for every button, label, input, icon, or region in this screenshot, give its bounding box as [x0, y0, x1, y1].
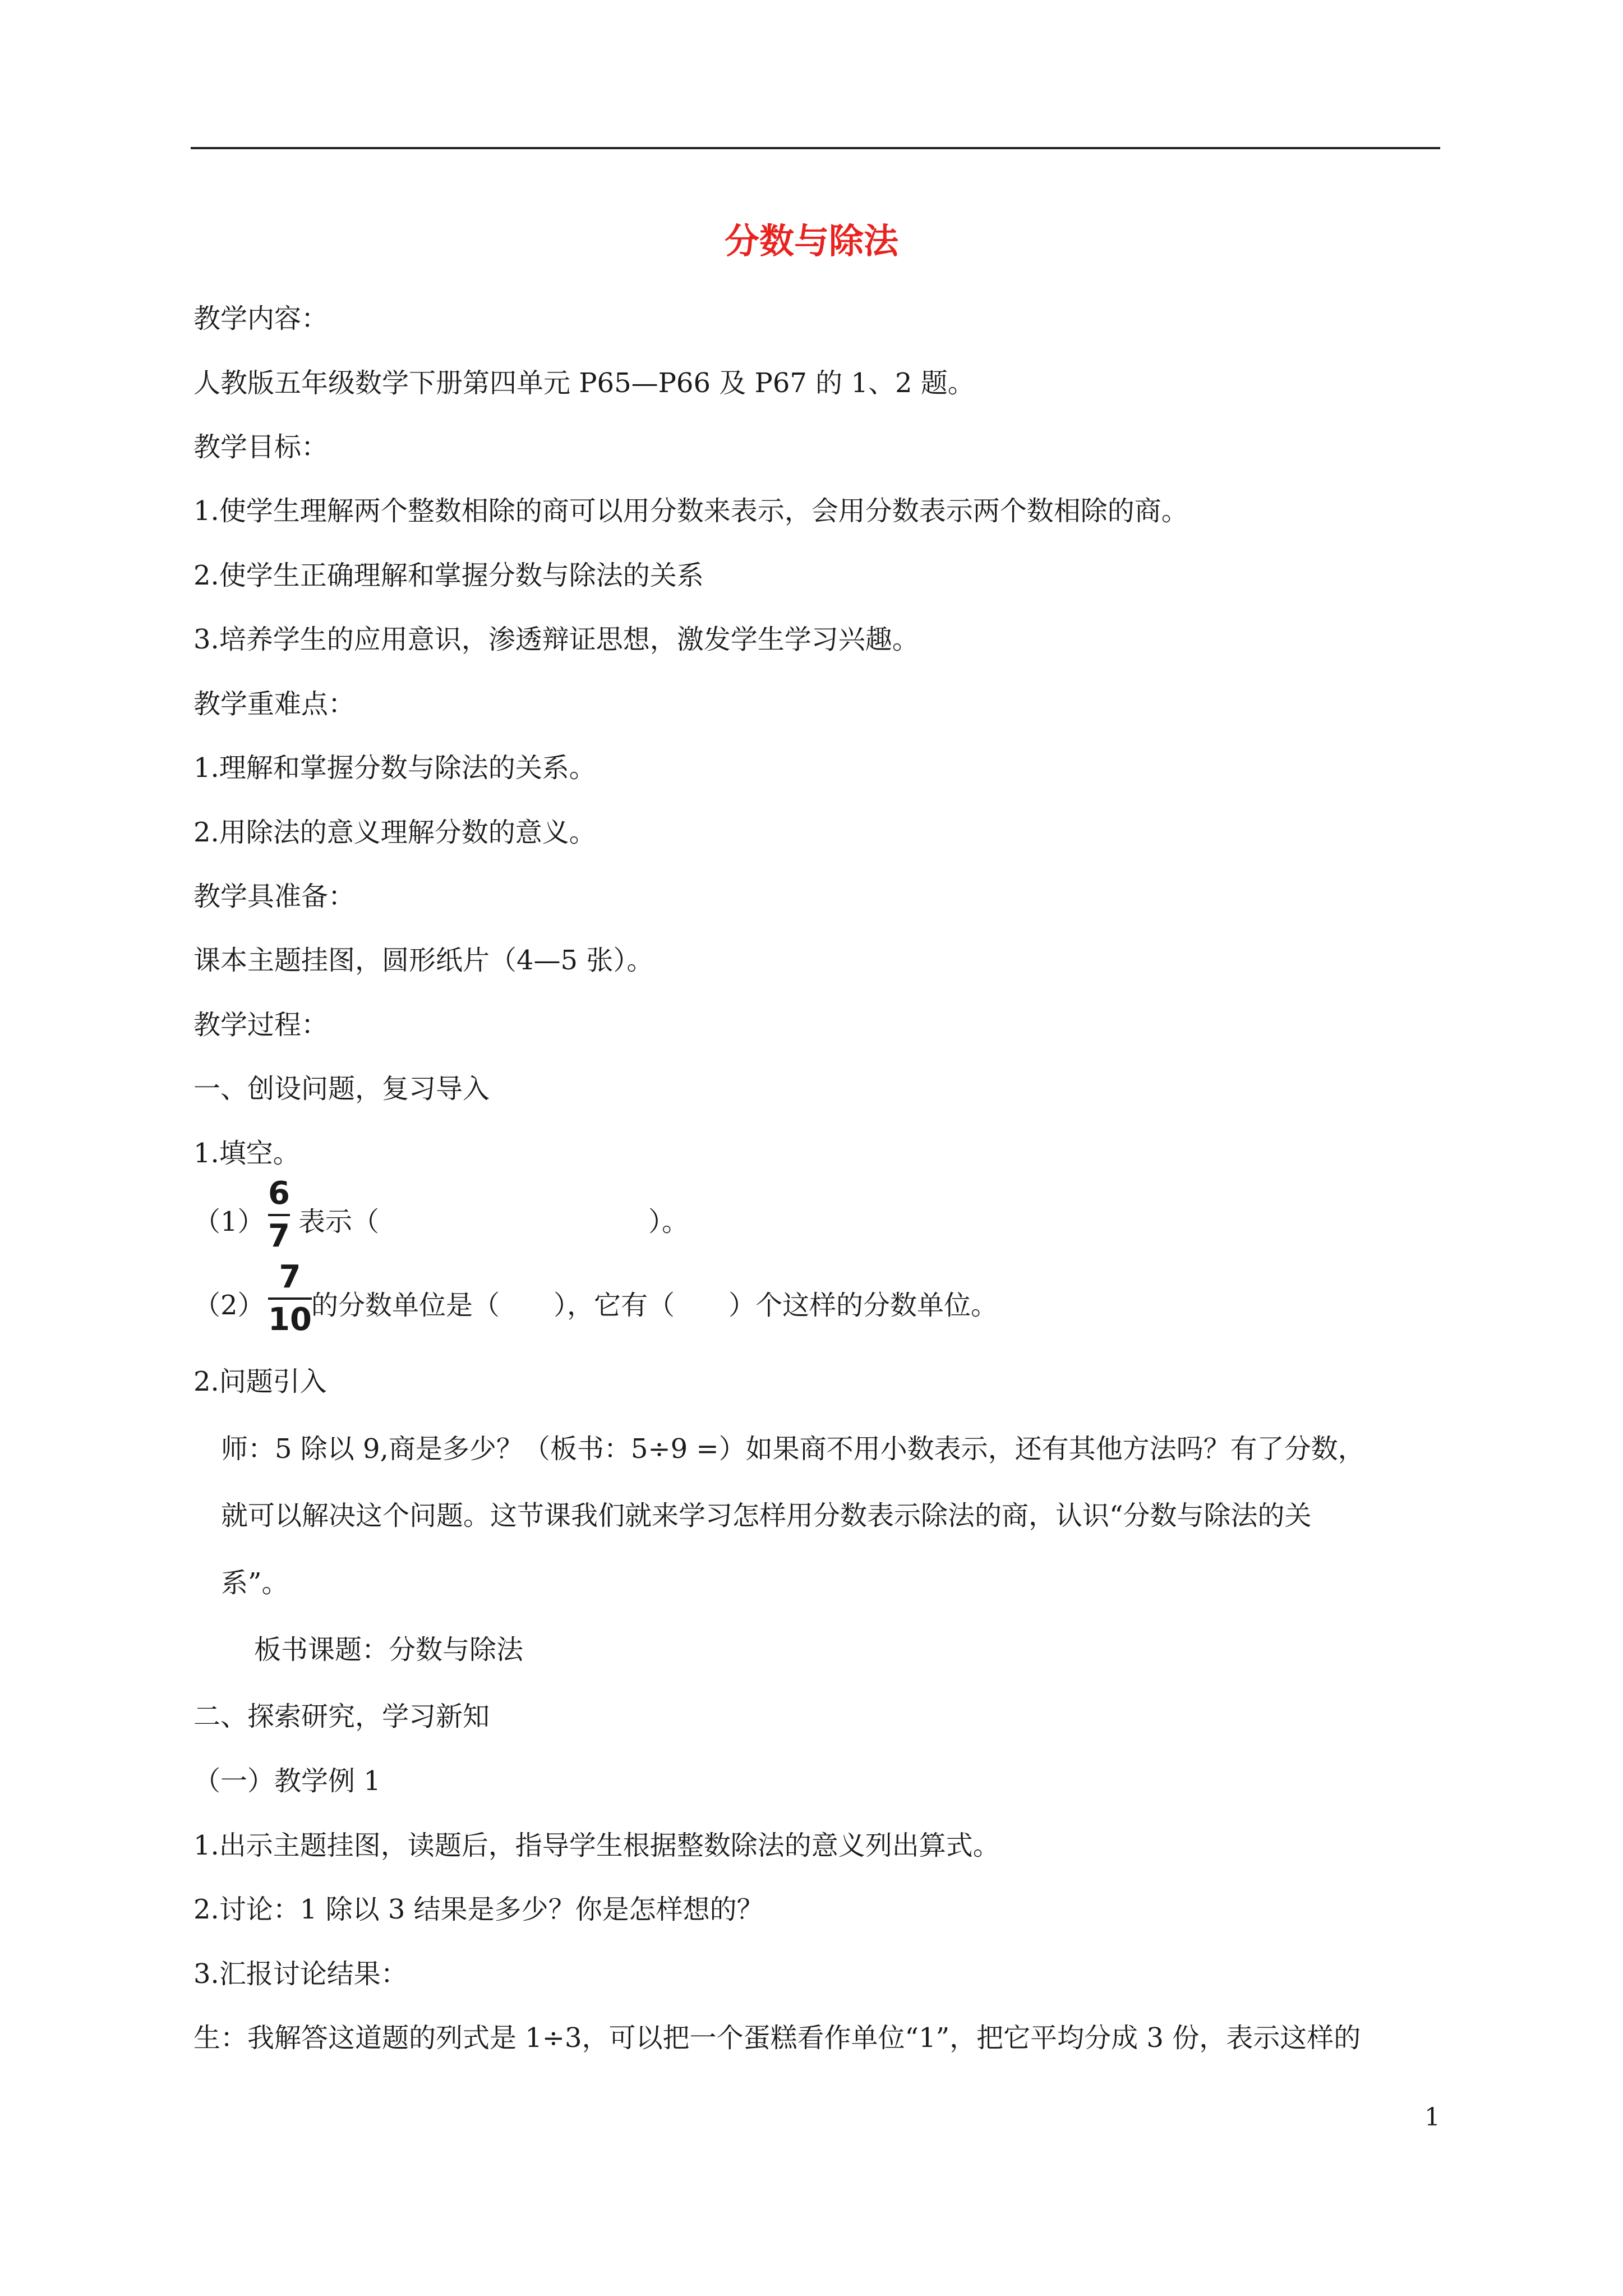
paragraph: （一）教学例 1	[193, 1765, 381, 1797]
paragraph: 一、创设问题，复习导入	[193, 1073, 490, 1105]
fraction-6-7	[268, 1176, 290, 1254]
paragraph: 板书课题：分数与除法	[254, 1634, 524, 1665]
section-heading: 教学重难点：	[193, 688, 356, 720]
paragraph: 2.问题引入	[193, 1366, 327, 1397]
denominator: 10	[268, 1301, 312, 1338]
numerator: 7	[279, 1259, 301, 1295]
section-heading: 二、探索研究，学习新知	[193, 1701, 490, 1732]
paragraph: 系”。	[221, 1567, 289, 1599]
document-title: 分数与除法	[724, 220, 898, 261]
paragraph: 就可以解决这个问题。这节课我们就来学习怎样用分数表示除法的商，认识“分数与除法的关	[221, 1500, 1312, 1531]
paragraph: 师：5 除以 9,商是多少？（板书：5÷9 =）如果商不用小数表示，还有其他方法吗？有了分数，	[221, 1433, 1365, 1465]
paragraph: 3.汇报讨论结果：	[193, 1958, 408, 1990]
numerator: 6	[268, 1175, 290, 1212]
paragraph: 人教版五年级数学下册第四单元 P65—P66 及 P67 的 1、2 题。	[193, 367, 975, 399]
denominator: 7	[268, 1218, 290, 1254]
fraction-bar	[268, 1214, 290, 1216]
fraction-7-10	[268, 1259, 312, 1338]
paragraph: 2.讨论：1 除以 3 结果是多少？你是怎样想的？	[193, 1894, 764, 1925]
section-heading: 教学内容：	[193, 303, 329, 334]
paragraph: 生：我解答这道题的列式是 1÷3，可以把一个蛋糕看作单位“1”，把它平均分成 3 份，表示这样的	[193, 2022, 1361, 2054]
paragraph: 课本主题挂图，圆形纸片（4—5 张）。	[193, 945, 654, 976]
header-rule	[191, 147, 1440, 149]
page-number: 1	[1424, 2103, 1440, 2132]
question-2-prefix: （2）	[193, 1290, 265, 1321]
section-heading: 教学目标：	[193, 431, 329, 463]
paragraph: 1.理解和掌握分数与除法的关系。	[193, 752, 596, 784]
paragraph: 1.出示主题挂图，读题后，指导学生根据整数除法的意义列出算式。	[193, 1830, 1000, 1861]
section-heading: 教学具准备：	[193, 881, 356, 912]
question-2-text: 的分数单位是（ ），它有（ ）个这样的分数单位。	[311, 1290, 998, 1321]
paragraph: 2.使学生正确理解和掌握分数与除法的关系	[193, 560, 704, 591]
paragraph: 1.使学生理解两个整数相除的商可以用分数来表示，会用分数表示两个数相除的商。	[193, 495, 1188, 527]
fraction-bar	[268, 1297, 312, 1300]
question-1-text: 表示（ ）。	[298, 1206, 689, 1237]
paragraph: 2.用除法的意义理解分数的意义。	[193, 817, 596, 848]
paragraph: 3.培养学生的应用意识，渗透辩证思想，激发学生学习兴趣。	[193, 624, 919, 655]
section-heading: 教学过程：	[193, 1009, 329, 1041]
paragraph: 1.填空。	[193, 1138, 300, 1169]
question-1-prefix: （1）	[193, 1206, 265, 1237]
